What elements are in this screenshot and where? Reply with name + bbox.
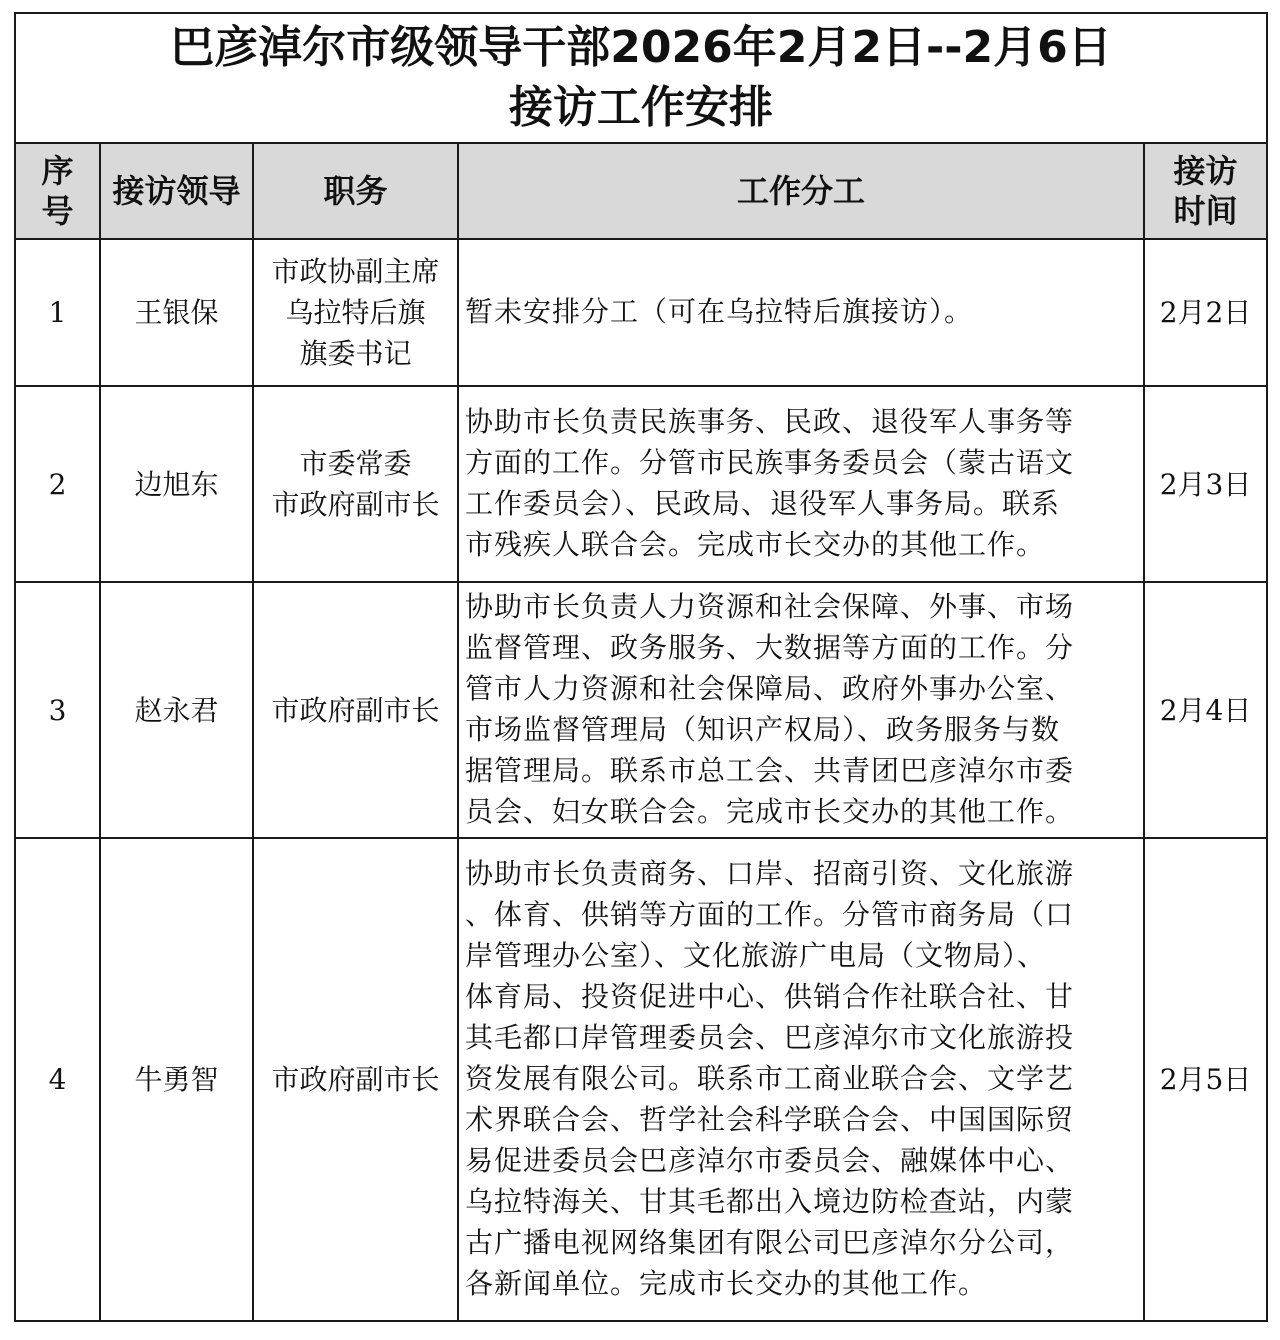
title-text-part1: 巴彦淖尔 [170,22,347,73]
row-time: 2月4日 [1144,582,1267,838]
duty-line: 各新闻单位。完成市长交办的其他工作。 [465,1267,988,1300]
position-line: 市政府副市长 [271,693,440,727]
duty-line: 资发展有限公司。联系市工商业联合会、文学艺 [465,1062,1075,1095]
row-time: 2月3日 [1144,386,1267,582]
schedule-table [14,12,1268,1322]
duty-line: 监督管理、政务服务、大数据等方面的工作。分 [465,631,1075,664]
title-line-2: 接访工作安排 [509,82,773,133]
duty-line: 古广播电视网络集团有限公司巴彦淖尔分公司， [465,1226,1075,1259]
header-time [1144,143,1267,239]
duty-line: 管市人力资源和社会保障局、政府外事办公室、 [465,672,1075,705]
duty-line: 协助市长负责商务、口岸、招商引资、文化旅游 [465,857,1075,890]
row-leader: 牛勇智 [100,838,253,1321]
header-index [15,143,100,239]
duty-line: 易促进委员会巴彦淖尔市委员会、融媒体中心、 [465,1144,1075,1177]
header-position: 职务 [253,143,458,239]
position-line: 乌拉特后旗 [285,296,426,329]
duty-line: 暂未安排分工（可在乌拉特后旗接访）。 [465,295,974,328]
duty-line: 、体育、供销等方面的工作。分管市商务局（口 [465,898,1075,931]
row-leader: 赵永君 [100,582,253,838]
row-time: 2月5日 [1144,838,1267,1321]
duty-line: 市残疾人联合会。完成市长交办的其他工作。 [465,528,1046,561]
header-row [15,143,1267,239]
row-position [253,582,458,838]
position-line: 旗委书记 [299,337,412,370]
table-row [15,239,1267,386]
header-leader: 接访领导 [100,143,253,239]
position-line: 市委常委 [299,447,412,480]
row-position [253,386,458,582]
header-duty: 工作分工 [458,143,1144,239]
row-leader: 王银保 [100,239,253,386]
row-leader: 边旭东 [100,386,253,582]
row-index: 2 [15,386,100,582]
row-duty [458,386,1144,582]
duty-line: 员会、妇女联合会。完成市长交办的其他工作。 [465,795,1075,828]
position-line: 市政府副市长 [271,488,440,521]
row-index: 4 [15,838,100,1321]
document-title [15,13,1267,143]
row-duty [458,239,1144,386]
row-index: 3 [15,582,100,838]
header-index-line: 号 [41,192,74,230]
position-line: 市政府副市长 [271,1063,440,1096]
duty-line: 乌拉特海关、甘其毛都出入境边防检查站，内蒙 [465,1185,1075,1218]
row-duty [458,838,1144,1321]
duty-line: 协助市长负责民族事务、民政、退役军人事务等 [465,405,1075,438]
duty-line: 市场监督管理局（知识产权局）、政务服务与数 [465,713,1061,746]
duty-line: 术界联合会、哲学社会科学联合会、中国国际贸 [465,1103,1075,1136]
row-position [253,239,458,386]
duty-line: 工作委员会）、民政局、退役军人事务局。联系 [465,487,1061,520]
header-time-line: 接访 [1173,152,1238,190]
row-time: 2月2日 [1144,239,1267,386]
title-text-emphasis: 市级 [346,22,435,73]
table-row [15,838,1267,1321]
row-index: 1 [15,239,100,386]
title-text-part3: 领导干部2026年2月2日--2月6日 [434,22,1112,73]
row-duty [458,582,1144,838]
duty-line: 岸管理办公室）、文化旅游广电局（文物局）、 [465,939,1047,972]
duty-line: 协助市长负责人力资源和社会保障、外事、市场 [465,590,1075,623]
duty-line: 据管理局。联系市总工会、共青团巴彦淖尔市委 [465,754,1075,787]
header-time-line: 时间 [1173,192,1238,230]
duty-line: 方面的工作。分管市民族事务委员会（蒙古语文 [465,446,1075,479]
position-line: 市政协副主席 [271,255,440,288]
title-line-1 [16,18,1266,78]
header-index-line: 序 [41,152,74,190]
duty-line: 体育局、投资促进中心、供销合作社联合社、甘 [465,980,1075,1013]
table-row [15,386,1267,582]
table-row [15,582,1267,838]
row-position [253,838,458,1321]
duty-line: 其毛都口岸管理委员会、巴彦淖尔市文化旅游投 [465,1021,1075,1054]
